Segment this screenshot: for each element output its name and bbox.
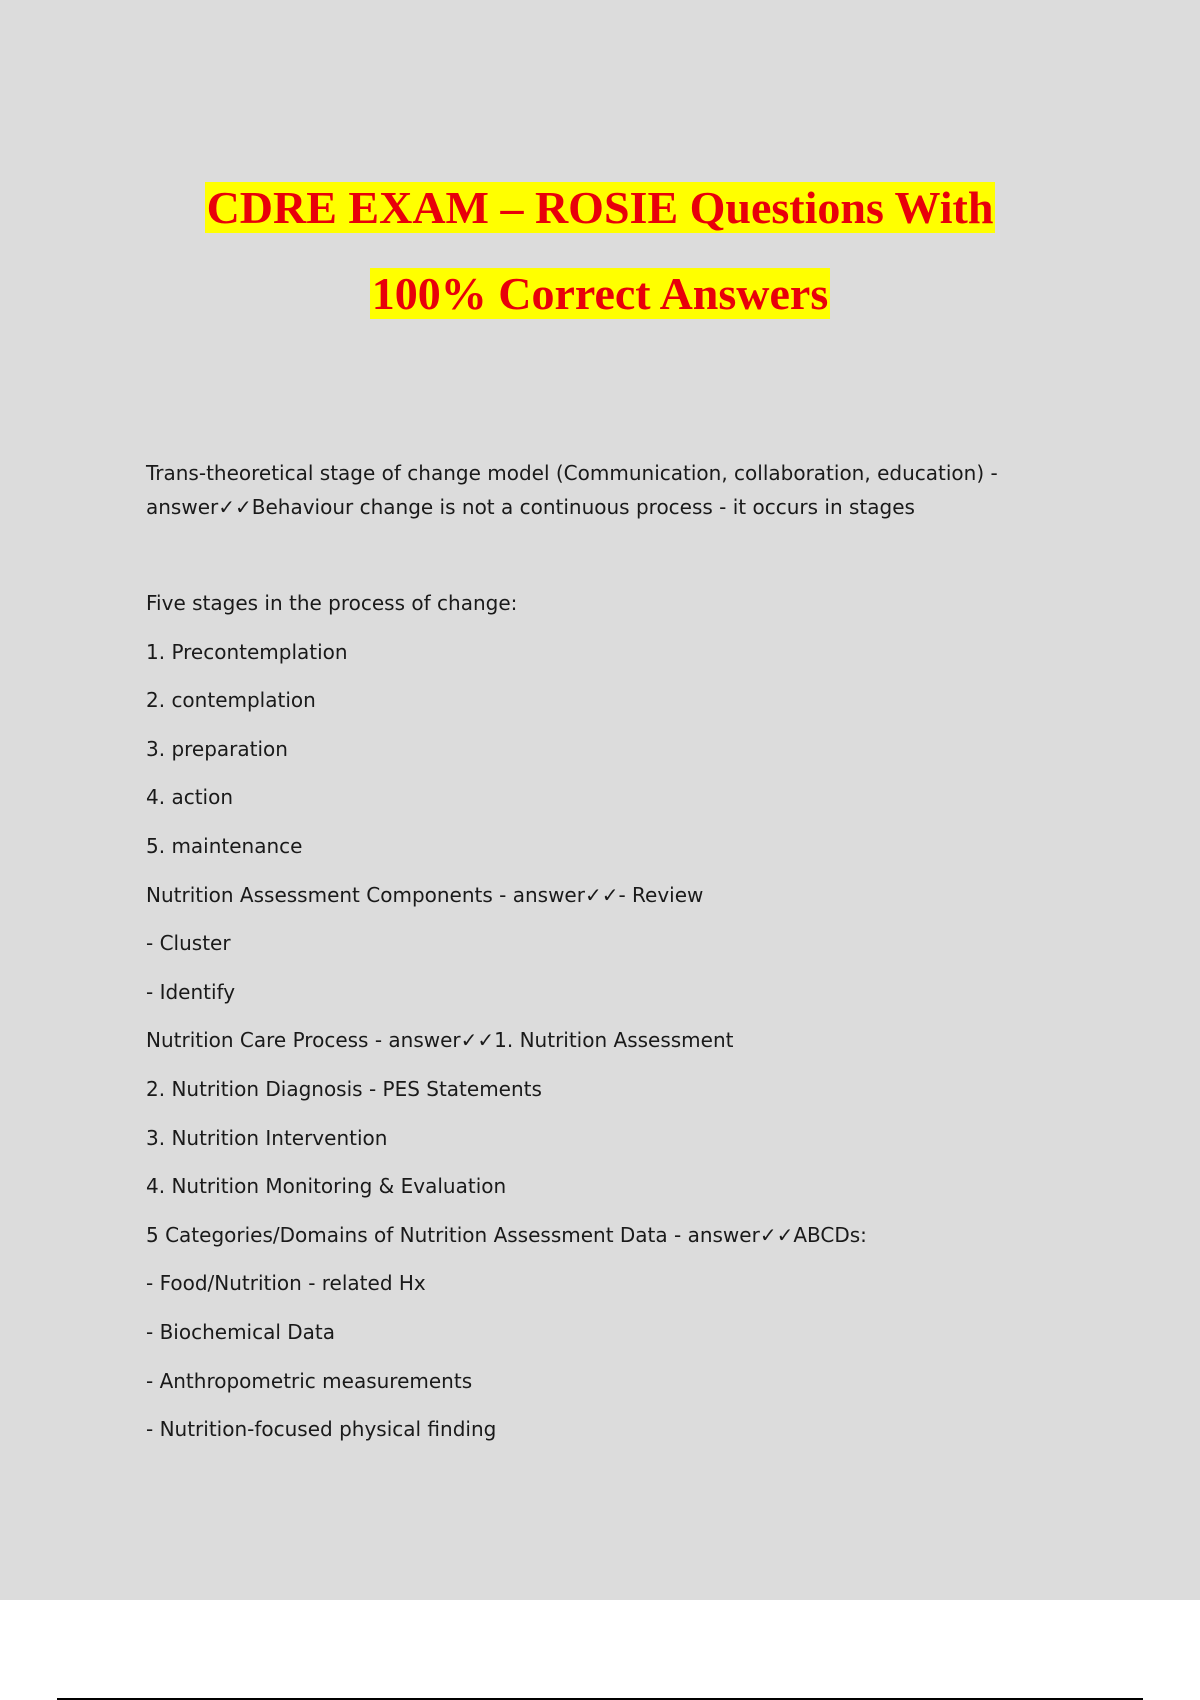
text-lines [146, 586, 1046, 1461]
text-line: Nutrition Care Process - answer✓✓1. Nutrition Assessment [146, 1028, 734, 1053]
paragraph-spacer [146, 524, 1046, 586]
title-text-1: CDRE EXAM – ROSIE Questions With [206, 182, 994, 233]
text-line: - Cluster [146, 931, 231, 956]
document-title [0, 165, 1200, 337]
text-line: 4. action [146, 785, 234, 810]
text-line: 5. maintenance [146, 833, 303, 858]
text-line: 3. Nutrition Intervention [146, 1125, 388, 1150]
text-line: 5 Categories/Domains of Nutrition Assessment Data - answer✓✓ABCDs: [146, 1222, 867, 1247]
text-line: - Food/Nutrition - related Hx [146, 1271, 426, 1296]
title-line-2 [0, 251, 1200, 337]
title-line-1 [0, 165, 1200, 251]
text-line: Five stages in the process of change: [146, 591, 518, 615]
text-line: 2. contemplation [146, 688, 316, 713]
text-line: - Identify [146, 979, 236, 1004]
intro-paragraph: Trans-theoretical stage of change model (Communication, collaboration, education) - answer✓✓Behaviour change is not a continuous process - it occurs in stages [146, 461, 998, 519]
text-line: Nutrition Assessment Components - answer✓✓- Review [146, 882, 704, 907]
text-line: 3. preparation [146, 736, 288, 761]
text-line: 2. Nutrition Diagnosis - PES Statements [146, 1076, 542, 1101]
text-line: - Anthropometric measurements [146, 1368, 473, 1393]
title-text-2: 100% Correct Answers [371, 268, 829, 319]
text-line: 4. Nutrition Monitoring & Evaluation [146, 1174, 507, 1199]
document-body [146, 456, 1046, 1461]
text-line: - Nutrition-focused physical finding [146, 1417, 497, 1442]
text-line: - Biochemical Data [146, 1319, 336, 1344]
text-line: 1. Precontemplation [146, 639, 348, 664]
